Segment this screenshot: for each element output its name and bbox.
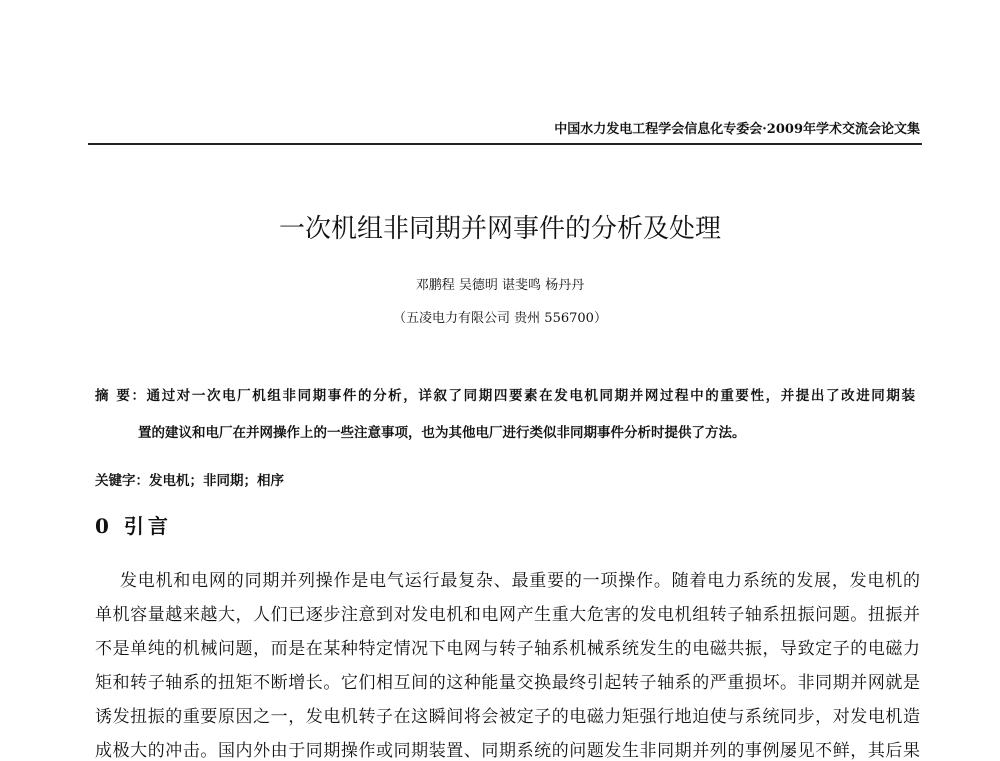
- abstract-text-1: 通过对一次电厂机组非同期事件的分析，详叙了同期四要素在发电机同期并网过程中的重要性，并提出了改进同期装: [146, 388, 915, 404]
- keywords-label: 关键字：: [95, 473, 149, 489]
- body-line: 矩和转子轴系的扭矩不断增长。它们相互间的这种能量交换最终引起转子轴系的严重损坏。非同期并网就是: [95, 673, 920, 693]
- section-heading: 0 引言: [95, 514, 172, 538]
- paper-title: 一次机组非同期并网事件的分析及处理: [278, 214, 721, 244]
- keywords: 发电机；非同期；相序: [149, 473, 284, 489]
- affiliation: （五凌电力有限公司 贵州 556700）: [393, 311, 607, 326]
- header-rule: [88, 143, 922, 145]
- abstract-label: 摘 要：: [95, 388, 147, 404]
- body-line: 发电机和电网的同期并列操作是电气运行最复杂、最重要的一项操作。随着电力系统的发展，发电机的: [120, 571, 920, 591]
- body-line: 诱发扭振的重要原因之一，发电机转子在这瞬间将会被定子的电磁力矩强行地迫使与系统同步，对发电机造: [95, 707, 920, 727]
- body-line: 单机容量越来越大，人们已逐步注意到对发电机和电网产生重大危害的发电机组转子轴系扭振问题。扭振并: [95, 605, 920, 625]
- abstract-line-2: 置的建议和电厂在并网操作上的一些注意事项，也为其他电厂进行类似非同期事件分析时提供了方法。: [138, 425, 746, 441]
- authors: 邓鹏程 吴德明 谌斐鸣 杨丹丹: [415, 278, 585, 293]
- running-header: 中国水力发电工程学会信息化专委会·2009年学术交流会论文集: [554, 122, 920, 137]
- keywords-line: [95, 469, 284, 489]
- body-line: 成极大的冲击。国内外由于同期操作或同期装置、同期系统的问题发生非同期并列的事例屡见不鲜，其后果: [95, 741, 920, 761]
- abstract-line-1: [95, 384, 915, 404]
- body-line: 不是单纯的机械问题，而是在某种特定情况下电网与转子轴系机械系统发生的电磁共振，导致定子的电磁力: [95, 639, 920, 659]
